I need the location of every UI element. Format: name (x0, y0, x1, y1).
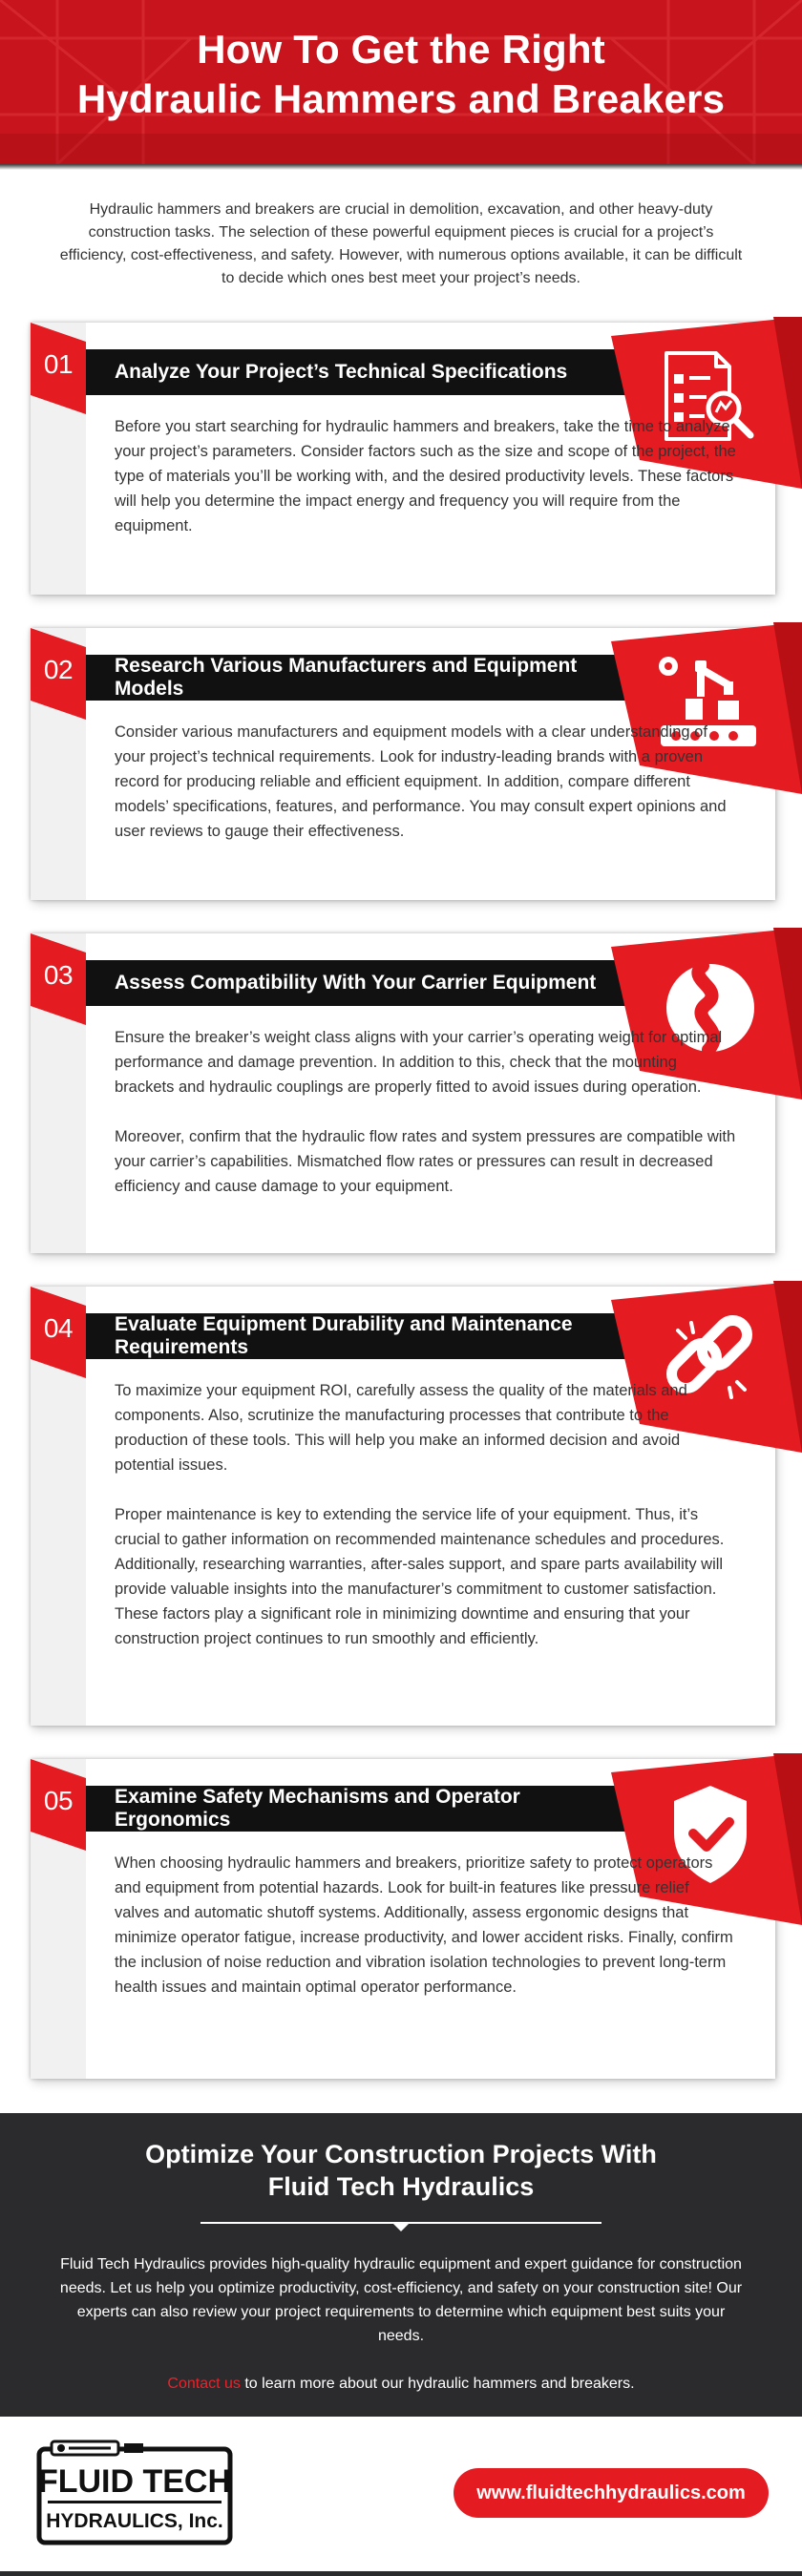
section-04 (31, 1287, 775, 1726)
hero-shadow (0, 164, 802, 170)
paragraph: To maximize your equipment ROI, carefully assess the quality of the materials and components. Also, scrutinize the manufacturing processes that contribute to the production of these tools. This will help you make an informed decision and avoid potential issues. (115, 1382, 687, 1474)
section-body (115, 1378, 737, 1651)
cta-title (0, 2113, 802, 2203)
footer-bottom-bar (0, 2571, 802, 2576)
hero-banner (0, 0, 802, 164)
logo-line-2: HYDRAULICS, Inc. (46, 2510, 223, 2532)
intro-text: Hydraulic hammers and breakers are crucial in demolition, excavation, and other heavy-duty construction tasks. The selection of these powerful equipment pieces is crucial for a project’s efficiency, cost-effectiveness, and safety. However, with numerous options available, it can be difficult to decide which ones best meet your project’s needs. (59, 201, 743, 286)
paragraph: Moreover, confirm that the hydraulic flow rates and system pressures are compatible with your carrier’s capabilities. Mismatched flow rates or pressures can result in decreased efficiency and cause damage to your equipment. (115, 1128, 736, 1195)
section-number: 05 (43, 1786, 74, 1815)
section-number: 03 (43, 960, 74, 990)
cta-contact (0, 2373, 802, 2396)
footer (0, 2417, 802, 2576)
cta-title-line-1: Optimize Your Construction Projects With (145, 2140, 657, 2168)
contact-us-link[interactable]: Contact us (167, 2376, 241, 2392)
website-url-button[interactable]: www.fluidtechhydraulics.com (454, 2468, 769, 2518)
section-05 (31, 1759, 775, 2079)
paragraph: Ensure the breaker’s weight class aligns with your carrier’s operating weight for optimal performance and damage prevention. In addition to this, check that the mounting brackets and hydraulic couplings are properly fitted to avoid issues during operation. (115, 1029, 723, 1096)
cta-contact-rest: to learn more about our hydraulic hammers and breakers. (240, 2376, 635, 2392)
cta-body: Fluid Tech Hydraulics provides high-quality hydraulic equipment and expert guidance for construction needs. Let us help you optimize productivity, cost-efficiency, and safety on your construction site! Our experts can also review your project requirements to determine which equipment best suits your needs. (59, 2256, 743, 2344)
section-title: Evaluate Equipment Durability and Maintenance Requirements (115, 1313, 573, 1358)
logo-line-1: FLUID TECH (37, 2463, 232, 2500)
section-body (115, 1851, 737, 2000)
fluid-tech-logo[interactable] (36, 2440, 233, 2546)
section-title: Assess Compatibility With Your Carrier Equipment (115, 972, 597, 994)
title-line-2: Hydraulic Hammers and Breakers (76, 76, 726, 121)
section-title: Research Various Manufacturers and Equipment Models (115, 655, 578, 700)
section-title: Analyze Your Project’s Technical Specifications (115, 361, 568, 383)
section-02 (31, 628, 775, 900)
section-01 (31, 323, 775, 595)
section-title: Examine Safety Mechanisms and Operator Ergonomics (115, 1786, 520, 1831)
cta-divider (200, 2222, 602, 2224)
section-body (115, 720, 737, 844)
section-number: 04 (43, 1313, 74, 1343)
paragraph: Before you start searching for hydraulic hammers and breakers, take the time to analyze your project’s parameters. Consider factors such as the size and scope of the project, the type of materials you’ll be working with, and the desired productivity levels. These factors will help you determine the impact energy and frequency you will require from the equipment. (115, 418, 736, 534)
section-body (115, 1025, 737, 1199)
section-03 (31, 933, 775, 1253)
paragraph: Consider various manufacturers and equipment models with a clear understanding of your project’s technical requirements. Look for industry-leading brands with a proven record for producing reliable and efficient equipment. In addition, compare different models’ specifications, features, and performance. You may consult expert opinions and user reviews to gauge their effectiveness. (115, 723, 727, 840)
title-line-1: How To Get the Right (197, 27, 605, 72)
cta-section (0, 2113, 802, 2417)
cta-title-line-2: Fluid Tech Hydraulics (267, 2172, 535, 2201)
paragraph: When choosing hydraulic hammers and breakers, prioritize safety to protect operators and equipment from potential hazards. Look for built-in features like pressure relief valves and automatic shutoff systems. Additionally, assess ergonomic designs that minimize operator fatigue, increase productivity, and lower accident risks. Finally, confirm the inclusion of noise reduction and vibration isolation technologies to prevent long-term health issues and maintain optimal operator performance. (115, 1854, 733, 1996)
section-number: 02 (43, 655, 74, 684)
section-body (115, 414, 737, 538)
section-number: 01 (43, 349, 74, 379)
paragraph: Proper maintenance is key to extending the service life of your equipment. Thus, it’s crucial to gather information on recommended maintenance schedules and procedures. Additionally, researching warranties, after-sales support, and spare parts availability will provide valuable insights into the manufacturer’s commitment to customer satisfaction. These factors play a significant role in minimizing downtime and ensuring that your construction project continues to run smoothly and efficiently. (115, 1506, 725, 1647)
page-title (0, 0, 802, 124)
